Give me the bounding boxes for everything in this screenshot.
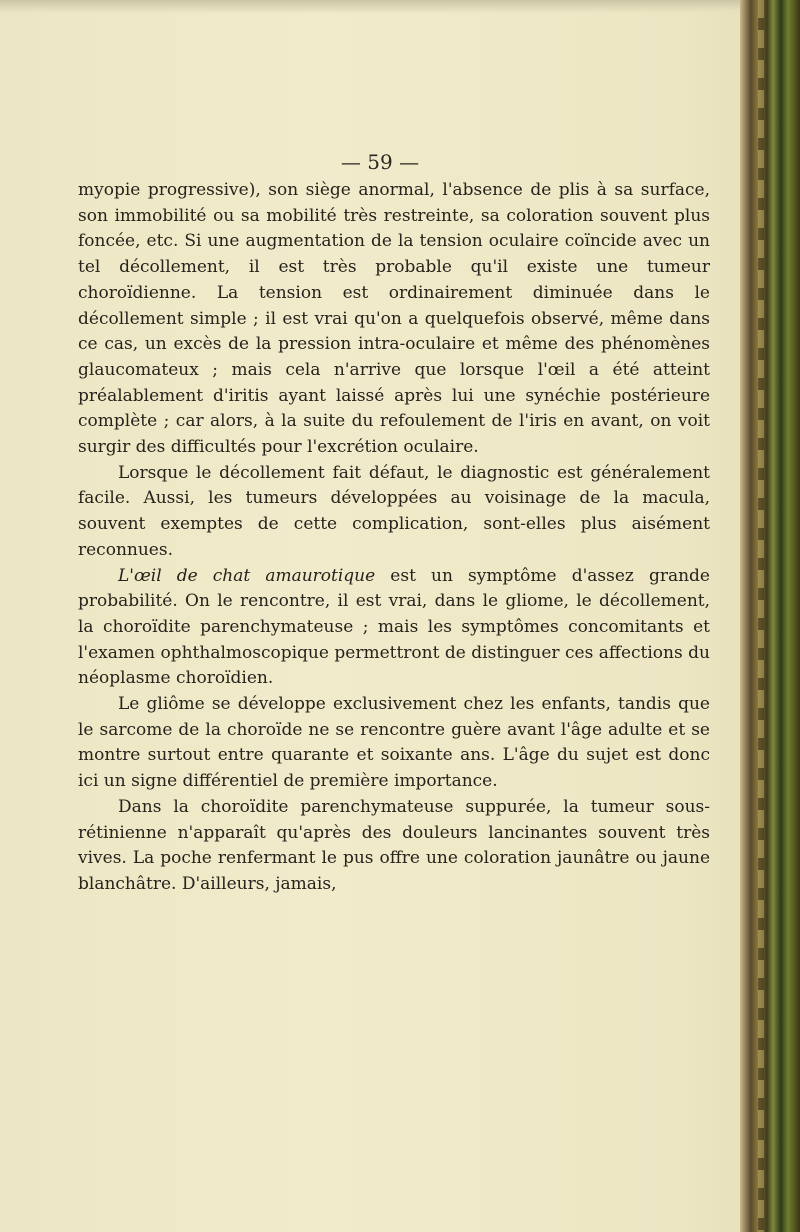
- page-number: — 59 —: [340, 150, 420, 174]
- paragraph: [78, 564, 710, 693]
- paragraph: [78, 692, 710, 795]
- paragraph: [78, 178, 710, 461]
- page-top-edge: [0, 0, 800, 14]
- paragraph-text: myopie progressive), son siège anormal, l'absence de plis à sa surface, son immobilité ou sa mobilité très restreinte, sa coloration souvent plus foncée, etc. Si une augmentation de la tension oculaire coïncide avec un tel décollement, il est très probable qu'il existe une tumeur choroïdienne. La tension est ordinairement diminuée dans le décollement simple ; il est vrai qu'on a quelquefois observé, même dans ce cas, un excès de la pression intra-oculaire et même des phénomènes glaucomateux ; mais cela n'arrive que lorsque l'œil a été atteint préalablement d'iritis ayant laissé après lui une synéchie postérieure complète ; car alors, à la suite du refoulement de l'iris en avant, on voit surgir des difficultés pour l'excrétion oculaire.: [78, 180, 710, 458]
- paragraph-italic-term: L'œil de chat amaurotique: [118, 565, 376, 586]
- paragraph-text: Lorsque le décollement fait défaut, le diagnostic est généralement facile. Aussi, les tumeurs développées au voisinage de la macula, souvent exemptes de cette complication, sont-elles plus aisément reconnues.: [78, 462, 710, 560]
- paragraph: [78, 461, 710, 564]
- body-text: [78, 178, 710, 898]
- paragraph-text: est un symptôme d'assez grande probabilité. On le rencontre, il est vrai, dans le gliome, le décollement, la choroïdite parenchymateuse ; mais les symptômes concomitants et l'examen ophthalmoscopique permettront de distinguer ces affections du néoplasme choroïdien.: [78, 565, 710, 689]
- binding-stripe: [758, 0, 764, 1232]
- paragraph: [78, 795, 710, 898]
- paragraph-text: Le gliôme se développe exclusivement chez les enfants, tandis que le sarcome de la choroïde ne se rencontre guère avant l'âge adulte et se montre surtout entre quarante et soixante ans. L'âge du sujet est donc ici un signe différentiel de première importance.: [78, 694, 710, 792]
- paragraph-text: Dans la choroïdite parenchymateuse suppurée, la tumeur sous-rétinienne n'apparaît qu'après des douleurs lancinantes souvent très vives. La poche renfermant le pus offre une coloration jaunâtre ou jaune blanchâtre. D'ailleurs, jamais,: [78, 796, 710, 894]
- book-binding-edge: [740, 0, 800, 1232]
